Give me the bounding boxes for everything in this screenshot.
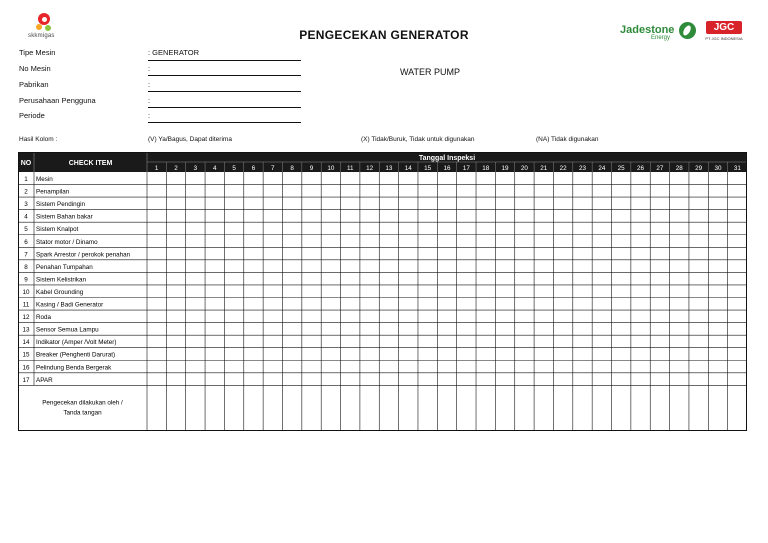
field-label-no-mesin: No Mesin bbox=[19, 64, 51, 73]
signature-label-line2: Tanda tangan bbox=[63, 409, 102, 417]
row-no-8: 8 bbox=[24, 263, 28, 271]
day-header-8: 8 bbox=[290, 165, 294, 172]
jgc-logo-subtext: PT JGC INDONESIA bbox=[705, 36, 743, 41]
inspection-table-svg bbox=[18, 152, 747, 431]
field-line-no-mesin bbox=[148, 75, 301, 76]
row-item-16: Pelindung Benda Bergerak bbox=[36, 364, 112, 372]
field-value-no-mesin: : bbox=[148, 64, 151, 73]
signature-label-line1: Pengecekan dilakukan oleh / bbox=[42, 399, 123, 407]
legend-label: Hasil Kolom : bbox=[19, 136, 58, 143]
row-no-7: 7 bbox=[24, 251, 28, 259]
day-header-11: 11 bbox=[346, 165, 354, 172]
day-header-15: 15 bbox=[424, 165, 432, 172]
field-label-perusahaan: Perusahaan Pengguna bbox=[19, 96, 96, 105]
row-item-12: Roda bbox=[36, 314, 52, 322]
day-header-4: 4 bbox=[212, 165, 217, 172]
row-no-5: 5 bbox=[24, 226, 28, 234]
day-header-23: 23 bbox=[578, 165, 586, 172]
row-item-17: APAR bbox=[36, 376, 53, 384]
jadestone-leaf-icon bbox=[679, 22, 696, 39]
row-item-7: Spark Arrestor / perokok penahan bbox=[36, 251, 131, 259]
day-header-12: 12 bbox=[366, 165, 374, 172]
day-header-1: 1 bbox=[154, 165, 159, 172]
legend-ok: (V) Ya/Bagus, Dapat diterima bbox=[148, 136, 232, 143]
day-header-31: 31 bbox=[733, 165, 741, 172]
row-item-13: Sensor Semua Lampu bbox=[36, 326, 99, 334]
legend-na: (NA) Tidak digunakan bbox=[536, 136, 599, 143]
row-item-11: Kasing / Badi Generator bbox=[36, 301, 104, 309]
page-title: PENGECEKAN GENERATOR bbox=[299, 28, 469, 42]
skkmigas-logo-text: skkmigas bbox=[28, 33, 55, 39]
field-value-perusahaan: : bbox=[148, 96, 151, 105]
row-no-11: 11 bbox=[22, 301, 30, 309]
row-no-13: 13 bbox=[22, 326, 30, 334]
field-line-periode bbox=[148, 122, 301, 123]
day-header-21: 21 bbox=[540, 165, 548, 172]
day-header-22: 22 bbox=[559, 165, 567, 172]
row-no-6: 6 bbox=[24, 238, 28, 246]
row-item-14: Indikator (Amper /Volt Meter) bbox=[36, 339, 117, 347]
row-no-1: 1 bbox=[24, 176, 28, 183]
row-item-3: Sistem Pendingin bbox=[36, 201, 86, 209]
day-header-3: 3 bbox=[193, 165, 198, 172]
field-line-perusahaan bbox=[148, 107, 301, 108]
jadestone-logo-text: Jadestone bbox=[620, 24, 675, 36]
row-no-14: 14 bbox=[22, 339, 30, 347]
row-item-9: Sistem Kelistrikan bbox=[36, 276, 87, 284]
inspection-table bbox=[18, 152, 747, 431]
header-check-item: CHECK ITEM bbox=[68, 160, 113, 167]
row-no-3: 3 bbox=[24, 201, 28, 209]
day-header-16: 16 bbox=[443, 165, 451, 172]
day-header-19: 19 bbox=[501, 165, 509, 172]
field-value-tipe-mesin: : GENERATOR bbox=[148, 48, 199, 57]
day-header-27: 27 bbox=[656, 165, 664, 172]
day-header-29: 29 bbox=[695, 165, 703, 172]
header-tanggal-inspeksi: Tanggal Inspeksi bbox=[418, 155, 476, 162]
row-no-12: 12 bbox=[22, 314, 30, 322]
row-item-5: Sistem Knalpot bbox=[36, 226, 79, 234]
row-no-9: 9 bbox=[24, 276, 28, 284]
header-no: NO bbox=[20, 160, 32, 167]
day-header-24: 24 bbox=[598, 165, 606, 172]
field-label-pabrikan: Pabrikan bbox=[19, 80, 49, 89]
row-no-17: 17 bbox=[22, 376, 30, 384]
row-item-4: Sistem Bahan bakar bbox=[36, 213, 93, 221]
day-header-14: 14 bbox=[404, 165, 412, 172]
row-item-6: Stator motor / Dinamo bbox=[36, 238, 98, 246]
day-header-13: 13 bbox=[385, 165, 393, 172]
row-no-10: 10 bbox=[22, 288, 30, 296]
table-border bbox=[19, 153, 747, 431]
field-label-tipe-mesin: Tipe Mesin bbox=[19, 48, 56, 57]
row-item-8: Penahan Tumpahan bbox=[36, 263, 93, 271]
day-header-6: 6 bbox=[251, 165, 256, 172]
day-header-20: 20 bbox=[520, 165, 528, 172]
day-header-25: 25 bbox=[617, 165, 625, 172]
day-header-2: 2 bbox=[174, 165, 178, 172]
day-header-9: 9 bbox=[309, 165, 314, 172]
field-label-periode: Periode bbox=[19, 111, 45, 120]
field-value-pabrikan: : bbox=[148, 80, 151, 89]
row-no-15: 15 bbox=[22, 351, 30, 359]
row-item-15: Breaker (Penghenti Darurat) bbox=[36, 351, 116, 359]
row-item-10: Kabel Grounding bbox=[36, 288, 84, 296]
jgc-logo: JGC bbox=[706, 21, 742, 34]
day-header-17: 17 bbox=[462, 165, 470, 172]
day-header-28: 28 bbox=[675, 165, 683, 172]
day-header-7: 7 bbox=[271, 165, 275, 172]
legend-bad: (X) Tidak/Buruk, Tidak untuk digunakan bbox=[361, 136, 475, 143]
field-line-pabrikan bbox=[148, 91, 301, 92]
jadestone-logo-subtext: Energy bbox=[651, 35, 671, 41]
day-header-5: 5 bbox=[232, 165, 236, 172]
field-line-tipe-mesin bbox=[148, 60, 301, 61]
field-value-periode: : bbox=[148, 111, 151, 120]
day-header-30: 30 bbox=[714, 165, 722, 172]
day-header-18: 18 bbox=[482, 165, 490, 172]
equipment-name: WATER PUMP bbox=[400, 67, 460, 77]
day-header-26: 26 bbox=[637, 165, 645, 172]
row-no-2: 2 bbox=[24, 188, 28, 196]
day-header-10: 10 bbox=[327, 165, 335, 172]
row-item-2: Penampilan bbox=[36, 188, 70, 196]
row-item-1: Mesin bbox=[36, 176, 53, 183]
row-no-4: 4 bbox=[24, 213, 28, 221]
row-no-16: 16 bbox=[22, 364, 30, 372]
